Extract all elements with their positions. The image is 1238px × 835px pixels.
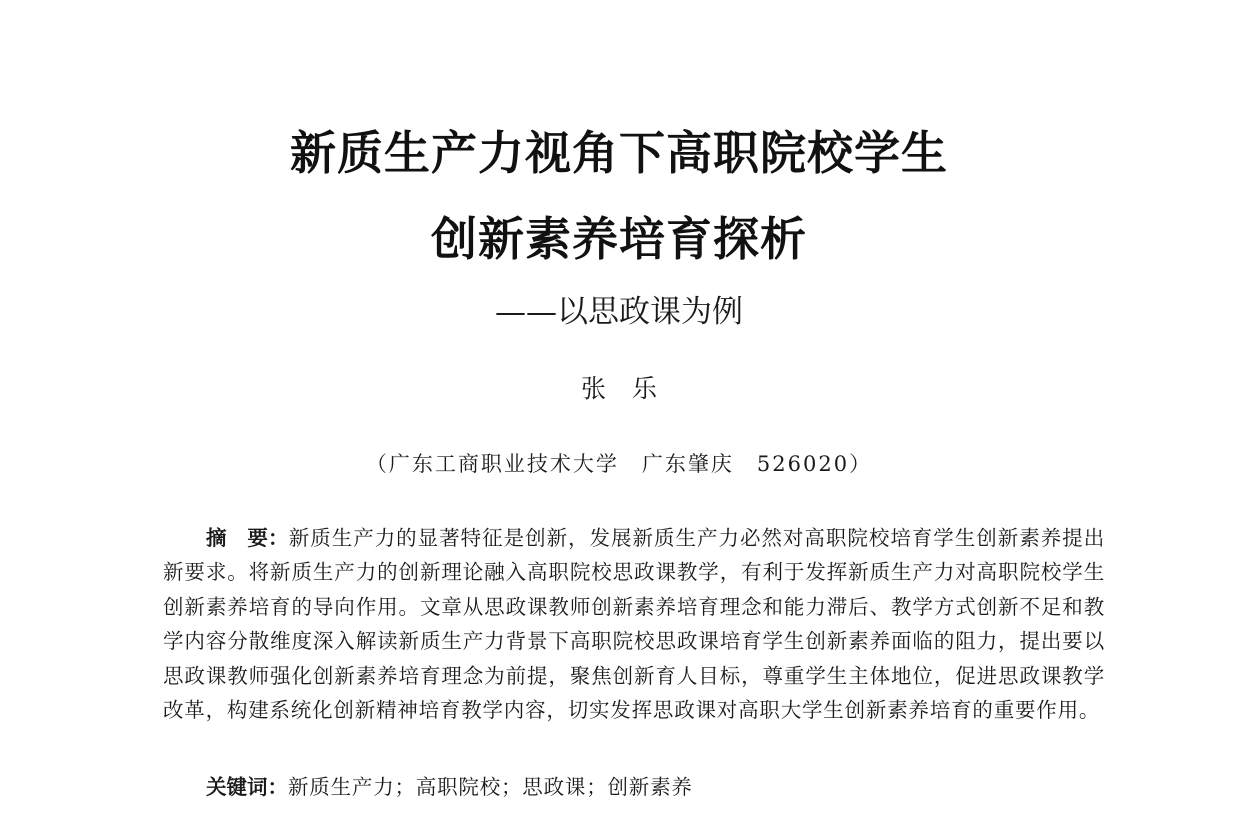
abstract-text: 新质生产力的显著特征是创新，发展新质生产力必然对高职院校培育学生创新素养提出新要求。将新质生产力的创新理论融入高职院校思政课教学，有利于发挥新质生产力对高职院校学生创新素养培育的导向作用。文章从思政课教师创新素养培育理念和能力滞后、教学方式创新不足和教学内容分散维度深入解读新质生产力背景下高职院校思政课培育学生创新素养面临的阻力，提出要以思政课教师强化创新素养培育理念为前提，聚焦创新育人目标，尊重学生主体地位，促进思政课教学改革，构建系统化创新精神培育教学内容，切实发挥思政课对高职大学生创新素养培育的重要作用。	[163, 526, 1106, 723]
paper-subtitle: ——以思政课为例	[495, 294, 743, 330]
keywords-text: 新质生产力；高职院校；思政课；创新素养	[288, 775, 693, 799]
keywords	[206, 770, 693, 804]
keywords-label: 关键词：	[206, 775, 288, 799]
author-affiliation: （广东工商职业技术大学 广东肇庆 526020）	[365, 452, 873, 476]
author-name: 张乐	[580, 374, 683, 403]
abstract	[163, 521, 1105, 727]
paper-title-line-2: 创新素养培育探析	[431, 212, 807, 266]
paper-title-line-1: 新质生产力视角下高职院校学生	[290, 126, 948, 180]
abstract-label: 摘 要：	[206, 526, 289, 550]
